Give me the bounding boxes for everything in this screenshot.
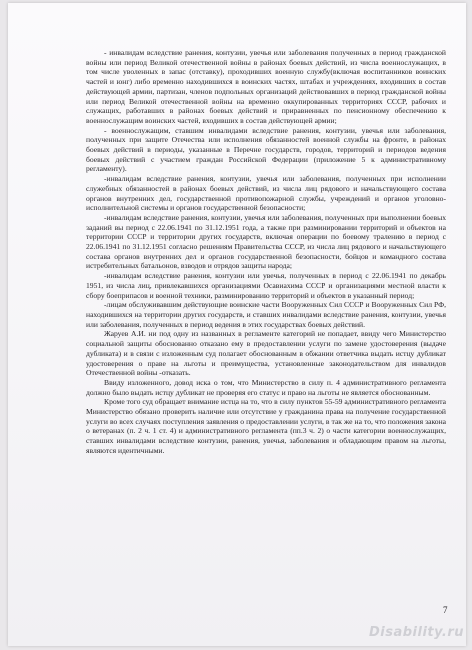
paragraph-3: -инвалидам вследствие ранения, контузии, увечья или заболевания, полученных при исполнении служебных обязанностей в районах боевых действий, из числа лиц рядового и начальствующего состава органов внутренних дел, государственной противопожарной службы, учреждений и органов уголовно-исполнительной системы и органов государственной безопасности; <box>86 174 446 213</box>
paragraph-7: Жаруев А.И. ни под одну из названных в регламенте категорий не попадает, ввиду чего Министерство социальной защиты обоснованно отказано ему в предоставлении услуги по замене удостоверения (выдаче дубликата) и в связи с изложенным суд полагает обоснованным в обжании ответчика выдать истцу дубликат удостоверения о праве на льготы и преимущества, установленные законодательством для инвалидов Отечественной войны -отказать. <box>86 329 446 378</box>
paragraph-8: Ввиду изложенного, довод иска о том, что Министерство в силу п. 4 административного регламента должно было выдать истцу дубликат не проверяя его статус и право на льготы не является обоснованным. <box>86 377 446 397</box>
paragraph-6: -лицам обслуживавшим действующие воинские части Вооруженных Сил СССР и Вооруженных Сил РФ, находившихся на территории других государств, и ставших инвалидами вследствие ранения, контузии, увечья или заболевания, полученных в период ведения в этих государствах боевых действий. <box>86 300 446 329</box>
page-number: 7 <box>443 605 448 615</box>
document-text <box>86 48 446 456</box>
paragraph-9: Кроме того суд обращает внимание истца на то, что в силу пунктов 55-59 административного регламента Министерство обязано проверить наличие или отсутствие у гражданина права на получение государственной услуги во всех случаях поступления заявления о предоставлении услуги, в так же на то, что положения закона о ветеранах (п. 2 ч. 1 ст. 4) и административного регламента (пп.3 ч. 2) о части категории военнослужащих, ставших инвалидами вследствие контузии, ранения, увечья, заболевания и обладающим правом на льготы, являются идентичными. <box>86 397 446 455</box>
paragraph-2: - военнослужащим, ставшим инвалидами вследствие ранения, контузии, увечья или заболевания, полученных при защите Отечества или исполнения обязанностей военной службы на фронте, в районах боевых действий в периоды, указанные в Перечне государств, городов, территорий и периодов ведения боевых действий с участием граждан Российской Федерации (приложение 5 к административному регламенту). <box>86 125 446 174</box>
paragraph-4: -инвалидам вследствие ранения, контузии, увечья или заболевания, полученных при выполнении боевых заданий вы период с 22.06.1941 по 31.12.1951 года, а также при разминировании территорий и объектов на территории СССР и территории других государств, включая операции по боевому тралению в период с 22.06.1941 по 31.12.1951 согласно решениям Правительства СССР, из числа лиц рядового и начальствующего состава органов внутренних дел и органов государственной безопасности, бойцов и командного состава истребительных батальонов, взводов и отрядов защиты народа; <box>86 212 446 271</box>
paragraph-5: -инвалидам вследствие ранения, контузии или увечья, полученных в период с 22.06.1941 по декабрь 1951, из числа лиц, привлекавшихся организациями Осавиахима СССР и организациями местной власти к сбору боеприпасов и военной техники, разминированию территорий и объектов в указанный период; <box>86 271 446 300</box>
document-page <box>8 3 466 646</box>
watermark-logo: Disability.ru <box>368 625 464 640</box>
paragraph-1: - инвалидам вследствие ранения, контузии, увечья или заболевания полученных в период гражданской войны или период Великой отечественной войны в районах боевых действий, из числа военнослужащих, в том числе уволенных в запас (отставку), проходивших военную службу(включая воспитанников воинских частей и юнг) либо временно находившихся в воинских частях, штабах и учреждениях, входивших в состав действующей армии, партизан, членов подпольных организаций действовавших в период гражданской войны или период Великой отечественной войны на временно оккупированных территориях СССР, рабочих и служащих, работавших в районах боевых действий и приравненных по пенсионному обеспечению к военнослужащим воинских частей, входивших в состав действующей армии; <box>86 48 446 125</box>
